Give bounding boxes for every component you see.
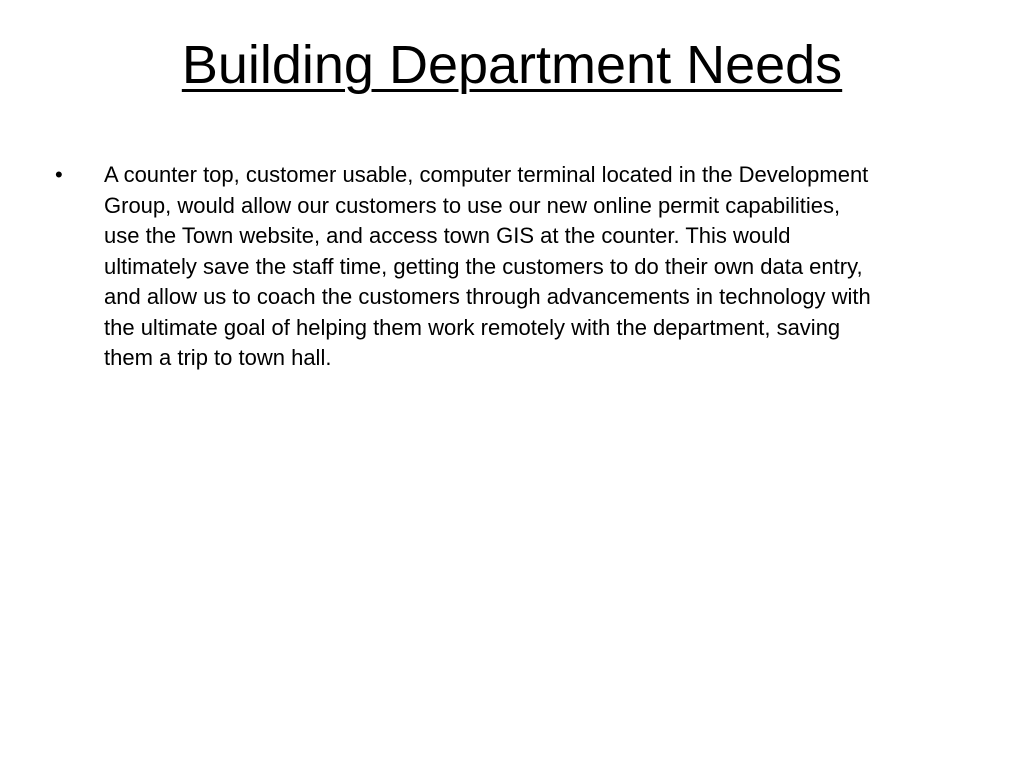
bullet-text: A counter top, customer usable, computer terminal located in the Development Group, would allow our customers to use our new online permit capabilities, use the Town website, and access town GIS at the counter. This would ultimately save the staff time, getting the customers to do their own data entry, and allow us to coach the customers through advancements in technology with the ultimate goal of helping them work remotely with the department, saving them a trip to town hall. — [104, 162, 871, 370]
bullet-list — [0, 160, 1024, 374]
slide-title: Building Department Needs — [181, 35, 843, 95]
bullet-item — [0, 160, 872, 374]
bullet-marker: • — [55, 162, 63, 187]
